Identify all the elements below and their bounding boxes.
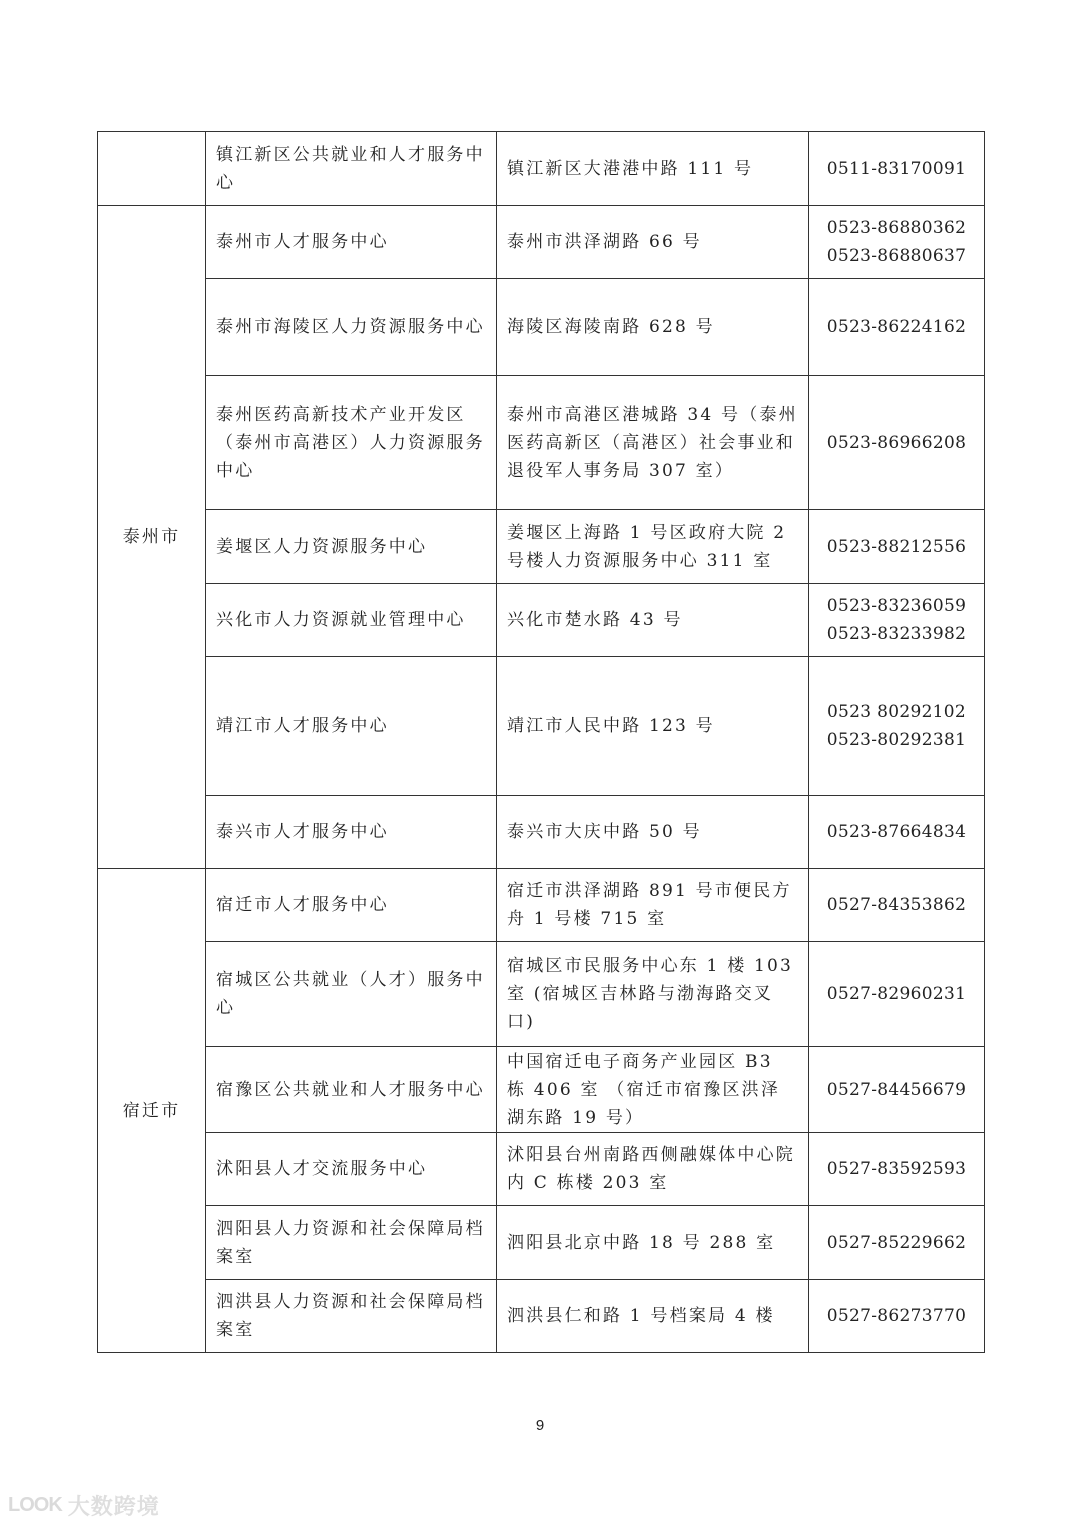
- phone-number: 0523-86224162: [826, 317, 967, 337]
- phone-number: 0527-83592593: [826, 1159, 967, 1179]
- address-cell: 沭阳县台州南路西侧融媒体中心院内 C 栋楼 203 室: [497, 1133, 809, 1206]
- table-row: [98, 657, 985, 796]
- address-cell: 泗洪县仁和路 1 号档案局 4 楼: [497, 1280, 809, 1353]
- address-cell: 中国宿迁电子商务产业园区 B3 栋 406 室 （宿迁市宿豫区洪泽湖东路 19 号）: [497, 1047, 809, 1133]
- address-cell: 姜堰区上海路 1 号区政府大院 2 号楼人力资源服务中心 311 室: [497, 510, 809, 584]
- phone-cell: [809, 1206, 985, 1280]
- org-name-cell: 沭阳县人才交流服务中心: [206, 1133, 497, 1206]
- watermark: [8, 1490, 160, 1520]
- phone-cell: [809, 1280, 985, 1353]
- phone-cell: [809, 1047, 985, 1133]
- phone-number: 0527-84353862: [826, 895, 967, 915]
- phone-number: 0523-86880362: [826, 218, 967, 238]
- address-cell: 镇江新区大港港中路 111 号: [497, 132, 809, 206]
- org-name-cell: 宿城区公共就业（人才）服务中心: [206, 942, 497, 1047]
- table-row: [98, 376, 985, 510]
- phone-number: 0527-82960231: [826, 984, 967, 1004]
- watermark-text: 大数跨境: [67, 1494, 160, 1520]
- phone-number: 0511-83170091: [826, 158, 967, 179]
- watermark-logo-icon: LOOK: [8, 1493, 62, 1516]
- city-cell-suqian: 宿迁市: [98, 869, 206, 1353]
- table-row: [98, 1206, 985, 1280]
- phone-number: 0523-86880637: [826, 246, 967, 266]
- phone-cell: [809, 206, 985, 279]
- org-name-cell: 靖江市人才服务中心: [206, 657, 497, 796]
- phone-cell: [809, 796, 985, 869]
- org-name-cell: 宿迁市人才服务中心: [206, 869, 497, 942]
- city-cell-taizhou: 泰州市: [98, 206, 206, 869]
- service-center-table: [97, 131, 985, 1353]
- phone-cell: [809, 376, 985, 510]
- address-cell: 泰州市洪泽湖路 66 号: [497, 206, 809, 279]
- org-name-cell: 泗洪县人力资源和社会保障局档案室: [206, 1280, 497, 1353]
- city-cell-empty: [98, 132, 206, 206]
- phone-cell: [809, 1133, 985, 1206]
- phone-cell: [809, 510, 985, 584]
- phone-number: 0527-84456679: [826, 1079, 967, 1100]
- address-cell: 兴化市楚水路 43 号: [497, 584, 809, 657]
- org-name-cell: 宿豫区公共就业和人才服务中心: [206, 1047, 497, 1133]
- phone-number: 0523 80292102: [826, 702, 967, 722]
- org-name-cell: 兴化市人力资源就业管理中心: [206, 584, 497, 657]
- table-row: [98, 132, 985, 206]
- address-cell: 海陵区海陵南路 628 号: [497, 279, 809, 376]
- org-name-cell: 泗阳县人力资源和社会保障局档案室: [206, 1206, 497, 1280]
- phone-number: 0523-80292381: [826, 730, 967, 750]
- phone-number: 0523-86966208: [826, 432, 967, 453]
- phone-cell: [809, 869, 985, 942]
- org-name-cell: 泰州市海陵区人力资源服务中心: [206, 279, 497, 376]
- phone-number: 0523-88212556: [826, 536, 967, 557]
- table-row: [98, 279, 985, 376]
- table-row: [98, 584, 985, 657]
- phone-cell: [809, 942, 985, 1047]
- table-row: [98, 869, 985, 942]
- phone-number: 0527-85229662: [826, 1232, 967, 1253]
- org-name-cell: 泰州医药高新技术产业开发区（泰州市高港区）人力资源服务中心: [206, 376, 497, 510]
- table-row: [98, 1133, 985, 1206]
- table-row: [98, 796, 985, 869]
- address-cell: 泰州市高港区港城路 34 号（泰州医药高新区（高港区）社会事业和退役军人事务局 307 室）: [497, 376, 809, 510]
- table-row: [98, 510, 985, 584]
- phone-cell: [809, 132, 985, 206]
- phone-number: 0523-83233982: [826, 624, 967, 644]
- org-name-cell: 镇江新区公共就业和人才服务中心: [206, 132, 497, 206]
- phone-cell: [809, 657, 985, 796]
- phone-cell: [809, 279, 985, 376]
- address-cell: 宿城区市民服务中心东 1 楼 103 室 (宿城区吉林路与渤海路交叉口): [497, 942, 809, 1047]
- org-name-cell: 泰州市人才服务中心: [206, 206, 497, 279]
- address-cell: 泗阳县北京中路 18 号 288 室: [497, 1206, 809, 1280]
- table-row: [98, 1047, 985, 1133]
- address-cell: 泰兴市大庆中路 50 号: [497, 796, 809, 869]
- page-number: 9: [535, 1417, 545, 1434]
- address-cell: 靖江市人民中路 123 号: [497, 657, 809, 796]
- table-row: [98, 942, 985, 1047]
- phone-number: 0523-83236059: [826, 596, 967, 616]
- table-row: [98, 1280, 985, 1353]
- address-cell: 宿迁市洪泽湖路 891 号市便民方舟 1 号楼 715 室: [497, 869, 809, 942]
- table-row: [98, 206, 985, 279]
- org-name-cell: 姜堰区人力资源服务中心: [206, 510, 497, 584]
- phone-number: 0527-86273770: [826, 1306, 967, 1326]
- org-name-cell: 泰兴市人才服务中心: [206, 796, 497, 869]
- phone-cell: [809, 584, 985, 657]
- phone-number: 0523-87664834: [826, 822, 967, 842]
